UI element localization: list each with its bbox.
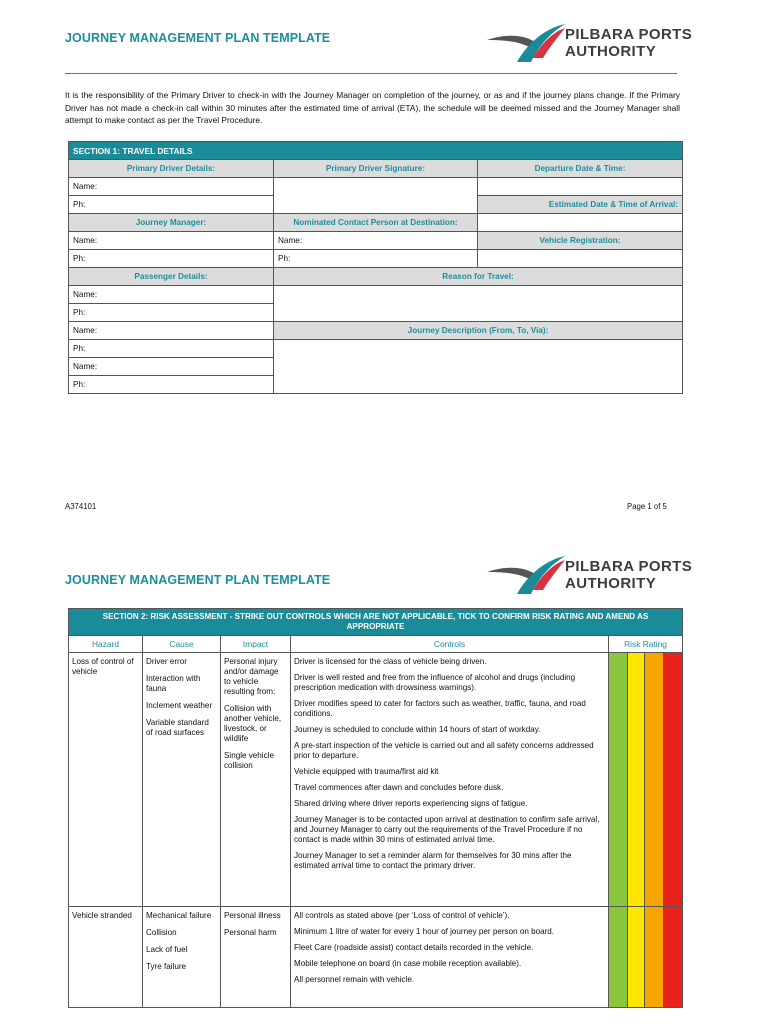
doc-id: A374101 bbox=[65, 502, 97, 511]
logo-text-line2: AUTHORITY bbox=[565, 43, 657, 60]
cause-item: Inclement weather bbox=[146, 701, 213, 710]
logo-swoosh-icon bbox=[487, 22, 565, 64]
departure-label: Departure Date & Time: bbox=[478, 160, 683, 178]
intro-paragraph: It is the responsibility of the Primary Driver to check-in with the Journey Manager on completion of the journey, or as and if the journey plans change. If the Primary Driver has not made a check-in call within 30 minutes after the estimated time of arrival (ETA), the schedule will be deemed missed and the Journey Manager shall attempt to make contact as per the Travel Procedure. bbox=[65, 90, 680, 125]
risk-rating-orange-cell[interactable] bbox=[645, 653, 664, 907]
primary-driver-details-label: Primary Driver Details: bbox=[69, 160, 274, 178]
page2-title: JOURNEY MANAGEMENT PLAN TEMPLATE bbox=[65, 573, 331, 587]
nominated-contact-label: Nominated Contact Person at Destination: bbox=[274, 214, 478, 232]
risk-rating-orange-cell[interactable] bbox=[645, 907, 664, 1008]
cause-item: Interaction with fauna bbox=[146, 674, 201, 693]
control-item[interactable]: A pre-start inspection of the vehicle is carried out and all safety concerns addressed prior to departure. bbox=[294, 741, 594, 760]
control-item[interactable]: Minimum 1 litre of water for every 1 hour of journey per person on board. bbox=[294, 927, 555, 936]
control-item[interactable]: Mobile telephone on board (in case mobile reception available). bbox=[294, 959, 522, 968]
reason-for-travel-field[interactable] bbox=[274, 286, 683, 322]
control-item[interactable]: Journey is scheduled to conclude within 14 hours of start of workday. bbox=[294, 725, 541, 734]
passenger2-ph-field[interactable]: Ph: bbox=[69, 340, 274, 358]
journey-manager-ph-field[interactable]: Ph: bbox=[69, 250, 274, 268]
cause-item: Driver error bbox=[146, 657, 187, 666]
primary-driver-signature-field[interactable] bbox=[274, 178, 478, 214]
col-risk-rating: Risk Rating bbox=[609, 636, 683, 653]
journey-description-field[interactable] bbox=[274, 340, 683, 394]
page-title: JOURNEY MANAGEMENT PLAN TEMPLATE bbox=[65, 31, 331, 45]
hazard-cell: Loss of control of vehicle bbox=[72, 657, 134, 676]
impact-item: Personal harm bbox=[224, 928, 277, 937]
passenger2-name-field[interactable]: Name: bbox=[69, 322, 274, 340]
primary-driver-ph-field[interactable]: Ph: bbox=[69, 196, 274, 214]
impact-item: Personal illness bbox=[224, 911, 281, 920]
col-impact: Impact bbox=[221, 636, 291, 653]
logo-text-line2: AUTHORITY bbox=[565, 575, 657, 592]
table-row bbox=[69, 907, 683, 1008]
header-divider bbox=[65, 73, 677, 74]
section2-heading: SECTION 2: RISK ASSESSMENT - STRIKE OUT CONTROLS WHICH ARE NOT APPLICABLE, TICK TO CONFIRM RISK RATING AND AMEND AS APPROPRIATE bbox=[69, 609, 683, 636]
section1-heading: SECTION 1: TRAVEL DETAILS bbox=[69, 142, 683, 160]
control-item[interactable]: Driver modifies speed to cater for factors such as weather, traffic, fauna, and road conditions. bbox=[294, 699, 586, 718]
risk-rating-yellow-cell[interactable] bbox=[628, 653, 645, 907]
journey-description-label: Journey Description (From, To, Via): bbox=[274, 322, 683, 340]
cause-item: Mechanical failure bbox=[146, 911, 212, 920]
control-item[interactable]: Journey Manager to set a reminder alarm for themselves for 30 mins after the estimated arrival time to contact the primary driver. bbox=[294, 851, 572, 870]
pilbara-ports-logo-page2 bbox=[487, 554, 693, 598]
impact-item: Single vehicle collision bbox=[224, 751, 274, 770]
journey-manager-name-field[interactable]: Name: bbox=[69, 232, 274, 250]
page-number: Page 1 of 5 bbox=[627, 502, 667, 511]
departure-field[interactable] bbox=[478, 178, 683, 196]
vehicle-registration-field[interactable] bbox=[478, 250, 683, 268]
col-cause: Cause bbox=[143, 636, 221, 653]
hazard-cell: Vehicle stranded bbox=[72, 911, 132, 920]
nominated-contact-name-field[interactable]: Name: bbox=[274, 232, 478, 250]
passenger3-name-field[interactable]: Name: bbox=[69, 358, 274, 376]
impact-item: Collision with another vehicle, livestock, or wildlife bbox=[224, 704, 282, 743]
control-item[interactable]: Travel commences after dawn and concludes before dusk. bbox=[294, 783, 504, 792]
col-hazard: Hazard bbox=[69, 636, 143, 653]
logo-swoosh-icon bbox=[487, 554, 565, 596]
control-item[interactable]: Driver is well rested and free from the influence of alcohol and drugs (including prescription medication with drowsiness warnings). bbox=[294, 673, 576, 692]
passenger-details-label: Passenger Details: bbox=[69, 268, 274, 286]
col-controls: Controls bbox=[291, 636, 609, 653]
passenger1-name-field[interactable]: Name: bbox=[69, 286, 274, 304]
control-item[interactable]: All personnel remain with vehicle. bbox=[294, 975, 415, 984]
reason-for-travel-label: Reason for Travel: bbox=[274, 268, 683, 286]
risk-rating-red-cell[interactable] bbox=[664, 907, 683, 1008]
primary-driver-signature-label: Primary Driver Signature: bbox=[274, 160, 478, 178]
risk-rating-yellow-cell[interactable] bbox=[628, 907, 645, 1008]
vehicle-registration-label: Vehicle Registration: bbox=[478, 232, 683, 250]
passenger1-ph-field[interactable]: Ph: bbox=[69, 304, 274, 322]
primary-driver-name-field[interactable]: Name: bbox=[69, 178, 274, 196]
risk-rating-red-cell[interactable] bbox=[664, 653, 683, 907]
eta-field[interactable] bbox=[478, 214, 683, 232]
eta-label: Estimated Date & Time of Arrival: bbox=[478, 196, 683, 214]
cause-item: Variable standard of road surfaces bbox=[146, 718, 209, 737]
control-item[interactable]: Shared driving where driver reports experiencing signs of fatigue. bbox=[294, 799, 528, 808]
risk-rating-green-cell[interactable] bbox=[609, 653, 628, 907]
impact-item: Personal injury and/or damage to vehicle resulting from: bbox=[224, 657, 279, 696]
cause-item: Tyre failure bbox=[146, 962, 187, 971]
control-item[interactable]: Driver is licensed for the class of vehicle being driven. bbox=[294, 657, 487, 666]
travel-details-table bbox=[68, 141, 683, 394]
journey-manager-label: Journey Manager: bbox=[69, 214, 274, 232]
control-item[interactable]: Fleet Care (roadside assist) contact details recorded in the vehicle. bbox=[294, 943, 534, 952]
pilbara-ports-logo bbox=[487, 22, 693, 66]
nominated-contact-ph-field[interactable]: Ph: bbox=[274, 250, 478, 268]
cause-item: Collision bbox=[146, 928, 177, 937]
risk-assessment-table bbox=[68, 608, 683, 1008]
control-item[interactable]: Vehicle equipped with trauma/first aid kit bbox=[294, 767, 439, 776]
table-row bbox=[69, 653, 683, 907]
passenger3-ph-field[interactable]: Ph: bbox=[69, 376, 274, 394]
logo-text-line1: PILBARA PORTS bbox=[565, 558, 693, 575]
logo-text-line1: PILBARA PORTS bbox=[565, 26, 693, 43]
control-item[interactable]: Journey Manager is to be contacted upon arrival at destination to confirm safe arrival, and Journey Manager to carry out the requirements of the Travel Procedure if no contact is made within 30 mins of estimated arrival time. bbox=[294, 815, 600, 844]
risk-rating-green-cell[interactable] bbox=[609, 907, 628, 1008]
control-item[interactable]: All controls as stated above (per ‘Loss of control of vehicle’). bbox=[294, 911, 510, 920]
cause-item: Lack of fuel bbox=[146, 945, 188, 954]
